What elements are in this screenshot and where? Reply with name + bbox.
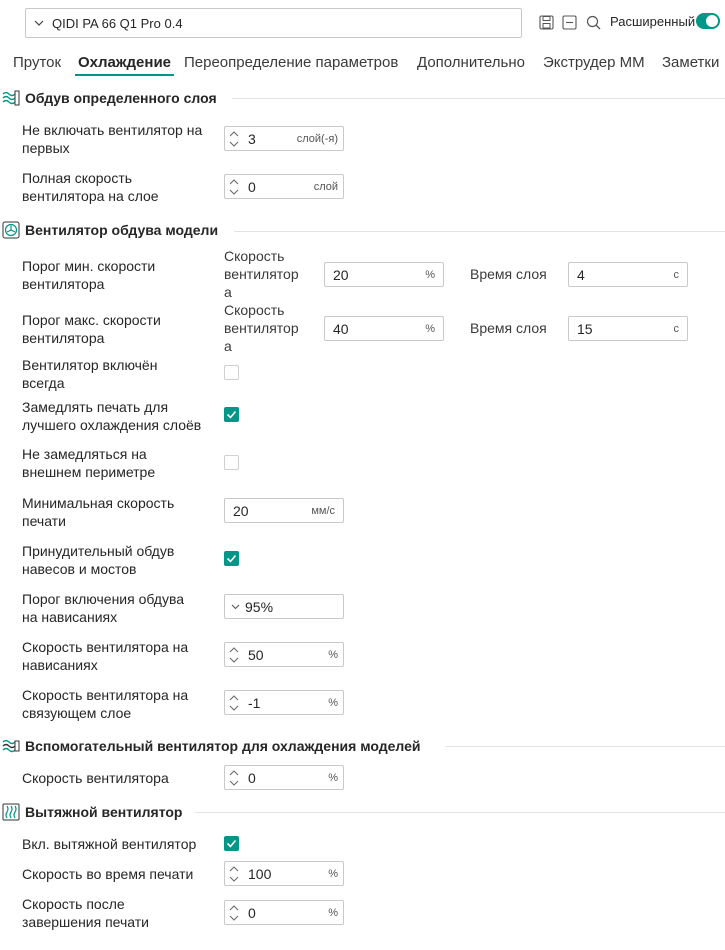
save-icon[interactable]	[538, 14, 554, 30]
field-unit: %	[328, 697, 338, 709]
field-value: 100	[248, 866, 272, 882]
layer-fan-icon	[2, 89, 20, 107]
section-title: Вспомогательный вентилятор для охлаждения моделей	[25, 738, 421, 754]
slow-down-checkbox[interactable]	[224, 407, 239, 422]
checkmark-icon	[226, 553, 237, 564]
min-fan-speed-input[interactable]	[324, 262, 444, 287]
overhang-threshold-select[interactable]	[224, 594, 344, 619]
label-exhaust-speed-during-print: Скорость во время печати	[22, 866, 194, 882]
label-slow-down-for-cooling: Замедлять печать для лучшего охлаждения слоёв	[22, 399, 202, 433]
max-fan-layer-time-input[interactable]	[568, 316, 688, 341]
spinner-arrows-icon[interactable]	[229, 865, 239, 883]
field-unit: слой(-я)	[296, 133, 338, 145]
section-header-exhaust-fan	[2, 802, 183, 822]
section-divider	[195, 812, 725, 813]
preset-name: QIDI PA 66 Q1 Pro 0.4	[52, 15, 183, 31]
spinner-arrows-icon[interactable]	[229, 646, 239, 664]
dont-slow-outer-wall-checkbox[interactable]	[224, 455, 239, 470]
label-min-print-speed: Минимальная скорость печати	[22, 495, 175, 529]
part-fan-icon	[2, 221, 20, 239]
field-value: 40	[333, 321, 349, 337]
aux-fan-icon	[2, 737, 20, 755]
field-unit: с	[673, 323, 679, 335]
tab-multimaterial[interactable]: Экструдер ММ	[543, 54, 645, 71]
label-no-fan-first: Не включать вентилятор на первых	[22, 122, 203, 156]
search-icon[interactable]	[585, 14, 601, 30]
field-unit: слой	[313, 181, 338, 193]
spinner-arrows-icon[interactable]	[229, 904, 239, 922]
label-min-fan-threshold: Порог мин. скорости вентилятора	[22, 258, 156, 292]
field-value: 20	[333, 267, 349, 283]
spinner-arrows-icon[interactable]	[229, 694, 239, 712]
active-tab-underline	[75, 74, 174, 76]
field-value: 4	[577, 267, 585, 283]
section-divider	[445, 746, 725, 747]
label-overhang-fan-speed: Скорость вентилятора на нависаниях	[22, 639, 189, 673]
preset-select[interactable]	[25, 8, 522, 38]
label-interface-fan-speed: Скорость вентилятора на связующем слое	[22, 687, 189, 721]
field-value: 0	[248, 905, 256, 921]
label-layer-time: Время слоя	[470, 320, 547, 336]
field-value: 3	[248, 131, 256, 147]
field-value: 0	[248, 179, 256, 195]
section-divider	[234, 231, 725, 232]
field-unit: %	[328, 649, 338, 661]
section-header-aux-fan	[2, 736, 421, 756]
tab-overrides[interactable]: Переопределение параметров	[184, 54, 399, 71]
label-aux-fan-speed: Скорость вентилятора	[22, 770, 169, 786]
fan-always-on-checkbox[interactable]	[224, 365, 239, 380]
label-exhaust-speed-after-print: Скорость после завершения печати	[22, 896, 150, 930]
spinner-arrows-icon[interactable]	[229, 769, 239, 787]
label-fan-speed: Скорость вентилятор а	[224, 248, 299, 300]
tab-bar	[0, 50, 725, 78]
chevron-down-icon	[34, 20, 46, 26]
overhang-fan-speed-spinner[interactable]	[224, 642, 344, 667]
label-fan-speed: Скорость вентилятор а	[224, 302, 299, 354]
label-full-fan-layer: Полная скорость вентилятора на слое	[22, 170, 159, 204]
enable-exhaust-fan-checkbox[interactable]	[224, 836, 239, 851]
section-header-layer-fan	[2, 88, 217, 108]
field-value: 0	[248, 770, 256, 786]
section-divider	[232, 98, 725, 99]
tab-cooling[interactable]: Охлаждение	[78, 54, 172, 71]
advanced-mode-label: Расширенный	[610, 14, 696, 29]
spinner-arrows-icon[interactable]	[229, 130, 239, 148]
top-bar	[0, 0, 725, 46]
toggle-knob	[706, 15, 718, 27]
field-unit: %	[425, 269, 435, 281]
label-overhang-threshold: Порог включения обдува на нависаниях	[22, 591, 185, 625]
field-unit: %	[328, 907, 338, 919]
section-title: Обдув определенного слоя	[25, 90, 217, 106]
force-overhang-cooling-checkbox[interactable]	[224, 551, 239, 566]
field-value: 95%	[245, 599, 274, 615]
min-print-speed-input[interactable]	[224, 498, 344, 523]
label-dont-slow-outer-wall: Не замедляться на внешнем периметре	[22, 446, 156, 480]
exhaust-speed-after-print-spinner[interactable]	[224, 900, 344, 925]
label-max-fan-threshold: Порог макс. скорости вентилятора	[22, 312, 161, 346]
section-title: Вентилятор обдува модели	[25, 222, 219, 238]
field-value: 15	[577, 321, 593, 337]
field-unit: мм/с	[311, 505, 335, 517]
full-fan-layer-spinner[interactable]	[224, 174, 344, 199]
field-unit: %	[328, 868, 338, 880]
label-layer-time: Время слоя	[470, 266, 547, 282]
field-value: -1	[248, 695, 261, 711]
aux-fan-speed-spinner[interactable]	[224, 765, 344, 790]
no-fan-first-layers-spinner[interactable]	[224, 126, 344, 151]
field-value: 20	[233, 503, 249, 519]
label-enable-exhaust-fan: Вкл. вытяжной вентилятор	[22, 836, 197, 852]
exhaust-speed-during-print-spinner[interactable]	[224, 861, 344, 886]
label-force-overhang-cooling: Принудительный обдув навесов и мостов	[22, 543, 175, 577]
tab-filament[interactable]: Пруток	[13, 54, 62, 71]
field-value: 50	[248, 647, 264, 663]
tab-notes[interactable]: Заметки	[662, 54, 720, 71]
section-title: Вытяжной вентилятор	[25, 804, 183, 820]
interface-fan-speed-spinner[interactable]	[224, 690, 344, 715]
exhaust-fan-icon	[2, 803, 20, 821]
advanced-mode-toggle[interactable]	[696, 13, 720, 29]
section-header-part-fan	[2, 220, 218, 240]
max-fan-speed-input[interactable]	[324, 316, 444, 341]
field-unit: %	[425, 323, 435, 335]
collapse-icon[interactable]	[561, 14, 577, 30]
min-fan-layer-time-input[interactable]	[568, 262, 688, 287]
label-fan-always-on: Вентилятор включён всегда	[22, 357, 158, 391]
checkmark-icon	[226, 409, 237, 420]
tab-advanced[interactable]: Дополнительно	[417, 54, 525, 71]
checkmark-icon	[226, 838, 237, 849]
field-unit: %	[328, 772, 338, 784]
spinner-arrows-icon[interactable]	[229, 178, 239, 196]
chevron-down-icon	[231, 604, 240, 610]
field-unit: с	[673, 269, 679, 281]
